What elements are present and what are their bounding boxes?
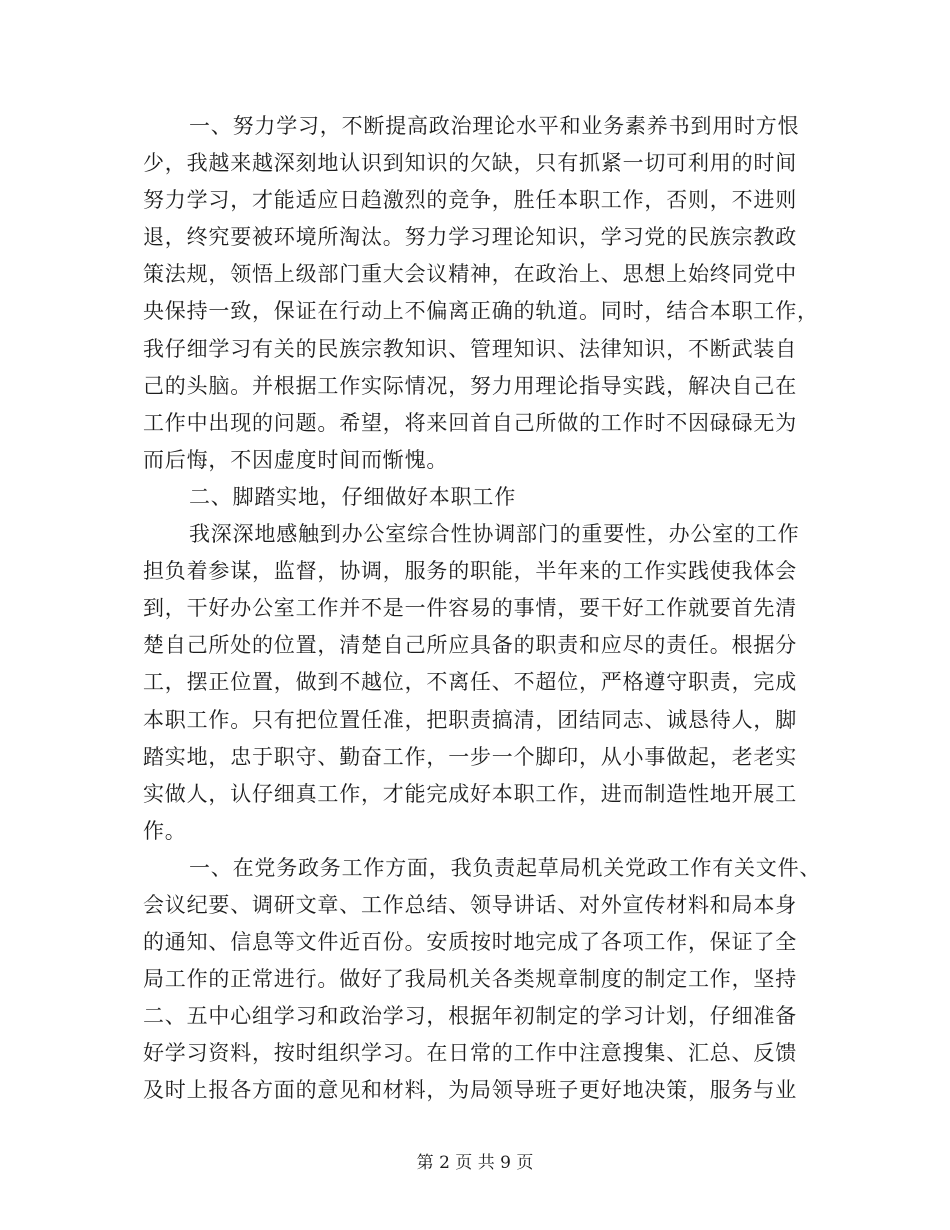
text-line: 一、努力学习，不断提高政治理论水平和业务素养书到用时方恨 — [189, 114, 800, 138]
text-line: 工，摆正位置，做到不越位，不离任、不超位，严格遵守职责，完成 — [143, 670, 797, 695]
text-line: 努力学习，才能适应日趋激烈的竞争，胜任本职工作，否则，不进则 — [143, 188, 797, 213]
document-body — [143, 108, 843, 1110]
text-line: 好学习资料，按时组织学习。在日常的工作中注意搜集、汇总、反馈 — [143, 1041, 797, 1066]
text-line: 工作中出现的问题。希望，将来回首自己所做的工作时不因碌碌无为 — [143, 410, 797, 435]
text-line: 而后悔，不因虚度时间而惭愧。 — [143, 447, 449, 472]
text-line: 及时上报各方面的意见和材料，为局领导班子更好地决策，服务与业 — [143, 1078, 797, 1103]
heading-line: 二、脚踏实地，仔细做好本职工作 — [189, 484, 516, 509]
text-line: 担负着参谋，监督，协调，服务的职能，半年来的工作实践使我体会 — [143, 559, 797, 584]
text-line: 少，我越来越深刻地认识到知识的欠缺，只有抓紧一切可利用的时间 — [143, 151, 797, 176]
text-line: 二、五中心组学习和政治学习，根据年初制定的学习计划，仔细准备 — [143, 1004, 797, 1029]
page-footer — [0, 1150, 950, 1176]
section-heading — [143, 479, 843, 516]
text-line: 到，干好办公室工作并不是一件容易的事情，要干好工作就要首先清 — [143, 596, 797, 621]
text-line: 本职工作。只有把位置任准，把职责搞清，团结同志、诚恳待人，脚 — [143, 707, 797, 732]
text-line: 会议纪要、调研文章、工作总结、领导讲话、对外宣传材料和局本身 — [143, 892, 797, 917]
text-line: 作。 — [143, 818, 187, 843]
text-line: 我仔细学习有关的民族宗教知识、管理知识、法律知识，不断武装自 — [143, 336, 797, 361]
text-line: 策法规，领悟上级部门重大会议精神，在政治上、思想上始终同党中 — [143, 262, 797, 287]
text-line: 的通知、信息等文件近百份。安质按时地完成了各项工作，保证了全 — [143, 930, 797, 955]
text-line: 踏实地，忠于职守、勤奋工作，一步一个脚印，从小事做起，老老实 — [143, 744, 797, 769]
text-line: 实做人，认仔细真工作，才能完成好本职工作，进而制造性地开展工 — [143, 781, 797, 806]
page-number-label: 第 2 页 共 9 页 — [416, 1153, 534, 1173]
text-line: 局工作的正常进行。做好了我局机关各类规章制度的制定工作，坚持 — [143, 967, 797, 992]
paragraph-office-work — [143, 516, 843, 850]
text-line: 己的头脑。并根据工作实际情况，努力用理论指导实践，解决自己在 — [143, 373, 797, 398]
paragraph-study — [143, 108, 843, 479]
text-line: 央保持一致，保证在行动上不偏离正确的轨道。同时，结合本职工作， — [143, 299, 819, 324]
paragraph-party-affairs — [143, 850, 843, 1110]
text-line: 楚自己所处的位置，清楚自己所应具备的职责和应尽的责任。根据分 — [143, 633, 797, 658]
text-line: 退，终究要被环境所淘汰。努力学习理论知识，学习党的民族宗教政 — [143, 225, 797, 250]
text-line: 一、在党务政务工作方面，我负责起草局机关党政工作有关文件、 — [189, 855, 822, 880]
text-line: 我深深地感触到办公室综合性协调部门的重要性，办公室的工作 — [189, 522, 800, 547]
